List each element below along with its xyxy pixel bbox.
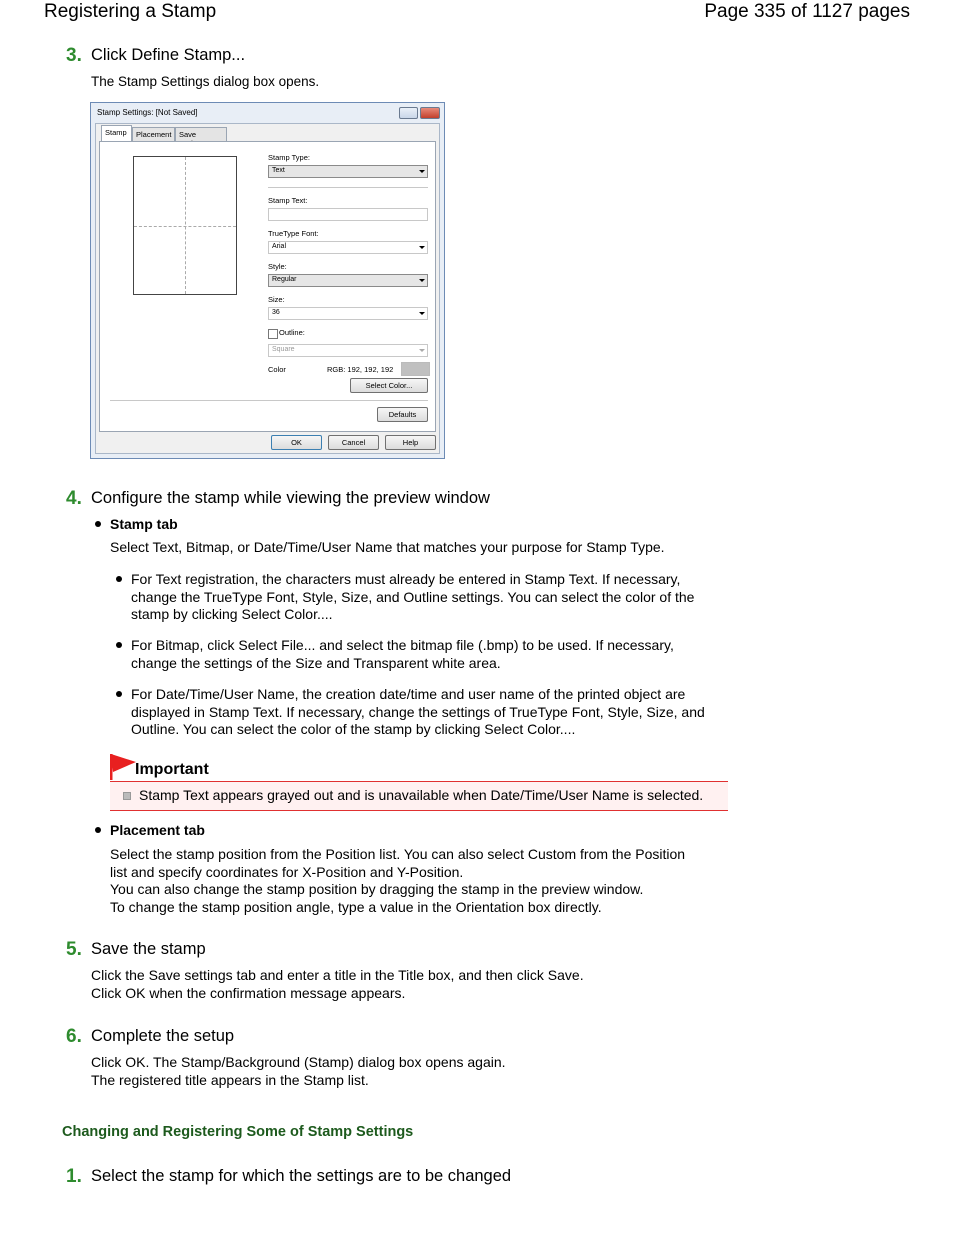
select-color-button[interactable]: Select Color... (350, 378, 428, 393)
list-line: For Bitmap, click Select File... and select the bitmap file (.bmp) to be used. If necessary, (131, 637, 674, 653)
list-line: Outline. You can select the color of the stamp by clicking Select Color.... (131, 721, 576, 737)
outline-label: Outline: (279, 328, 305, 337)
stamp-type-value: Text (272, 167, 285, 174)
page-title: Registering a Stamp (44, 1, 217, 22)
list-item (131, 637, 674, 672)
important-title: Important (135, 761, 209, 778)
size-label: Size: (268, 295, 285, 304)
para-line: Click OK when the confirmation message appears. (91, 984, 406, 1001)
font-label: TrueType Font: (268, 229, 319, 238)
bullet-icon (95, 521, 101, 527)
bullet-icon (95, 827, 101, 833)
chevron-down-icon (419, 279, 425, 282)
chevron-down-icon (419, 312, 425, 315)
outline-select[interactable] (268, 344, 428, 357)
list-line: For Date/Time/User Name, the creation date/time and user name of the printed object are (131, 686, 686, 702)
style-select[interactable] (268, 274, 428, 287)
divider (268, 187, 428, 188)
stamp-text-input[interactable] (268, 208, 428, 221)
stamp-tab-desc: Select Text, Bitmap, or Date/Time/User Name that matches your purpose for Stamp Type. (110, 539, 665, 555)
para-line: list and specify coordinates for X-Position and Y-Position. (110, 863, 464, 880)
defaults-button[interactable]: Defaults (377, 407, 428, 422)
dialog-title: Stamp Settings: [Not Saved] (97, 108, 198, 117)
square-bullet-icon (123, 792, 131, 800)
chevron-down-icon (419, 349, 425, 352)
font-value: Arial (272, 243, 287, 250)
para-line: You can also change the stamp position by dragging the stamp in the preview window. (110, 881, 644, 897)
step-6-desc (91, 1054, 506, 1089)
color-rgb-value: RGB: 192, 192, 192 (327, 365, 394, 374)
stamp-tab-heading: Stamp tab (110, 516, 178, 532)
size-select[interactable] (268, 307, 428, 320)
step-6-number: 6. (66, 1026, 82, 1047)
preview-window[interactable] (133, 156, 237, 295)
stamp-type-select[interactable] (268, 165, 428, 178)
stamp-type-label: Stamp Type: (268, 153, 310, 162)
style-value: Regular (272, 276, 297, 283)
step-5-number: 5. (66, 939, 82, 960)
ok-button[interactable]: OK (271, 435, 322, 450)
step-4-title: Configure the stamp while viewing the preview window (91, 489, 490, 507)
tab-placement[interactable]: Placement (132, 127, 175, 141)
important-flag-icon (110, 754, 136, 780)
step-1-number: 1. (66, 1166, 82, 1187)
step-5-desc (91, 967, 584, 1002)
step-5-title: Save the stamp (91, 940, 206, 958)
close-icon[interactable] (420, 107, 440, 119)
para-line: Select the stamp position from the Position list. You can also select Custom from the Position (110, 846, 686, 862)
placement-tab-heading: Placement tab (110, 822, 205, 838)
tab-save-settings[interactable]: Save (175, 127, 227, 141)
color-swatch (401, 362, 430, 376)
list-line: displayed in Stamp Text. If necessary, change the settings of TrueType Font, Style, Size, and (131, 703, 705, 720)
style-label: Style: (268, 262, 287, 271)
chevron-down-icon (419, 246, 425, 249)
step-3-title: Click Define Stamp... (91, 46, 246, 64)
bullet-icon (116, 576, 122, 582)
outline-value: Square (272, 346, 295, 353)
divider (110, 400, 428, 401)
para-line: Click OK. The Stamp/Background (Stamp) dialog box opens again. (91, 1054, 506, 1070)
list-line: change the TrueType Font, Style, Size, and Outline settings. You can select the color of the (131, 588, 695, 605)
preview-h-guide (134, 226, 236, 227)
important-text: Stamp Text appears grayed out and is unavailable when Date/Time/User Name is selected. (139, 787, 704, 803)
step-4-number: 4. (66, 488, 82, 509)
list-item (131, 571, 694, 624)
cancel-button[interactable]: Cancel (328, 435, 379, 450)
help-title-icon[interactable] (399, 107, 418, 119)
step-6-title: Complete the setup (91, 1027, 235, 1045)
para-line: Click the Save settings tab and enter a title in the Title box, and then click Save. (91, 967, 584, 983)
step-1-title: Select the stamp for which the settings are to be changed (91, 1167, 512, 1185)
stamp-settings-dialog (90, 102, 445, 459)
section-heading: Changing and Registering Some of Stamp Settings (62, 1124, 414, 1140)
para-line: The registered title appears in the Stamp list. (91, 1071, 369, 1088)
list-line: change the settings of the Size and Transparent white area. (131, 654, 501, 671)
color-label: Color (268, 365, 286, 374)
list-item (131, 686, 705, 739)
para-line: To change the stamp position angle, type a value in the Orientation box directly. (110, 898, 602, 915)
stamp-text-label: Stamp Text: (268, 196, 308, 205)
help-button[interactable]: Help (385, 435, 436, 450)
font-select[interactable] (268, 241, 428, 254)
bullet-icon (116, 691, 122, 697)
tab-stamp[interactable]: Stamp (101, 125, 132, 142)
size-value: 36 (272, 309, 280, 316)
chevron-down-icon (419, 170, 425, 173)
outline-checkbox[interactable] (268, 329, 278, 339)
placement-tab-desc (110, 846, 685, 916)
bullet-icon (116, 642, 122, 648)
page-info: Page 335 of 1127 pages (704, 1, 910, 22)
step-3-desc: The Stamp Settings dialog box opens. (91, 74, 320, 89)
stamp-panel (99, 141, 436, 432)
list-line: stamp by clicking Select Color.... (131, 606, 333, 622)
list-line: For Text registration, the characters must already be entered in Stamp Text. If necessary, (131, 571, 681, 587)
step-3-number: 3. (66, 45, 82, 66)
